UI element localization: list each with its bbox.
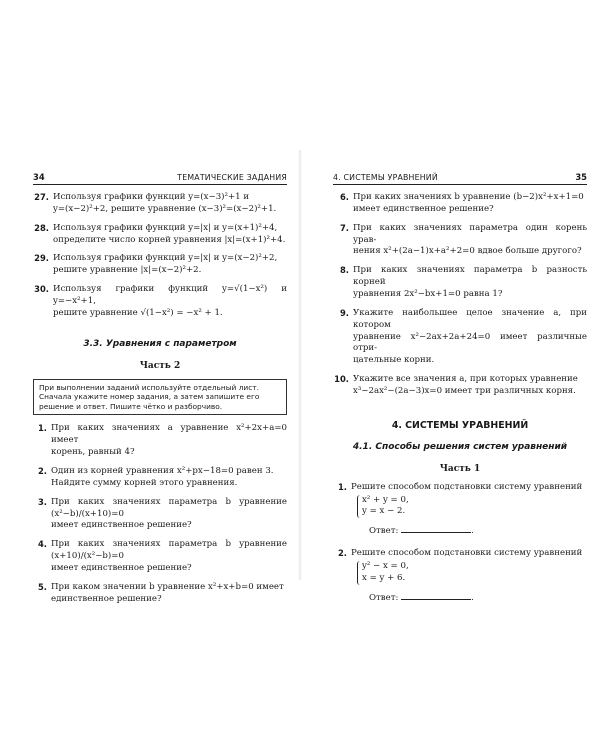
- page-number: 35: [575, 172, 587, 182]
- problem-text: определите число корней уравнения |x|=(x+1)²+4.: [53, 234, 286, 245]
- problem-5: [33, 582, 287, 606]
- problem-text: При каких значениях параметра один корень урав-: [353, 222, 587, 245]
- problem-text: y=(x−2)²+2, решите уравнение (x−3)²=(x−2)²+1.: [53, 203, 277, 214]
- problem-2: [33, 466, 287, 490]
- problem-text: уравнение x²−2ax+2a+24=0 имеет различные отри-: [353, 331, 587, 354]
- problem-text: решите уравнение √(1−x²) = −x² + 1.: [53, 307, 223, 318]
- problem-text: решите уравнение |x|=(x−2)²+2.: [53, 265, 202, 276]
- instructions-box: При выполнении заданий используйте отдельный лист. Сначала укажите номер задания, а затем запишите его решение и ответ. Пишите чётко и разборчиво.: [33, 379, 287, 416]
- problem-4: [33, 539, 287, 575]
- system-equation: x² + y = 0,: [362, 494, 409, 505]
- problem-text: уравнения 2x²−bx+1=0 равна 1?: [353, 289, 503, 300]
- problem-28: [33, 223, 287, 247]
- problem-number: 8.: [339, 265, 349, 276]
- answer-line: Ответ: .: [369, 592, 474, 603]
- problem-number: 2.: [337, 548, 347, 559]
- problem-number: 28.: [34, 222, 49, 233]
- answer-line: Ответ: .: [369, 526, 474, 537]
- problem-1: [33, 423, 287, 459]
- problem-text: имеет единственное решение?: [51, 520, 192, 531]
- answer-blank[interactable]: [401, 591, 471, 600]
- problem-3: [33, 497, 287, 533]
- page-number: 34: [33, 172, 45, 182]
- problem-text: x³−2ax²−(2a−3)x=0 имеет три различных корня.: [353, 386, 576, 397]
- problem-number: 9.: [339, 307, 349, 318]
- problem-27: [33, 192, 287, 216]
- problem-text: Используя графики функций y=|x| и y=(x+1)²+4,: [53, 222, 278, 233]
- running-title: ТЕМАТИЧЕСКИЕ ЗАДАНИЯ: [177, 173, 287, 182]
- problem-9: [333, 308, 587, 367]
- problem-text: имеет единственное решение?: [51, 563, 192, 574]
- right-page: [333, 172, 587, 612]
- running-title: 4. СИСТЕМЫ УРАВНЕНИЙ: [333, 173, 438, 182]
- problem-text: Укажите все значения a, при которых уравнение: [353, 374, 578, 385]
- problem-30: [33, 284, 287, 320]
- answer-blank[interactable]: [401, 524, 471, 533]
- problem-text: При каких значениях b уравнение (b−2)x²+x+1=0: [353, 192, 584, 202]
- problem-number: 30.: [34, 284, 49, 295]
- problem-text: При каких значениях a уравнение x²+2x+a=0 имеет: [51, 423, 287, 446]
- problem-10: [333, 374, 587, 398]
- problem-text: имеет единственное решение?: [353, 203, 494, 214]
- equation-system: [357, 495, 587, 519]
- answer-label: Ответ:: [369, 592, 399, 603]
- problem-29: [33, 253, 287, 277]
- problem-number: 1.: [37, 423, 47, 434]
- problem-text: Укажите наибольшее целое значение a, при котором: [353, 307, 587, 330]
- problem-text: При каких значениях параметра b уравнение (x+10)/(x²−b)=0: [51, 539, 287, 562]
- system-equation: x = y + 6.: [362, 572, 406, 583]
- problem-7: [333, 223, 587, 259]
- section-title: 4.1. Способы решения систем уравнений: [352, 441, 568, 452]
- chapter-title: 4. СИСТЕМЫ УРАВНЕНИЙ: [391, 419, 529, 431]
- system-problem-1: [333, 482, 587, 538]
- problem-text: При каких значениях параметра b разность корней: [353, 265, 587, 288]
- problem-text: Найдите сумму корней этого уравнения.: [51, 477, 238, 488]
- book-gutter: [298, 150, 302, 580]
- right-running-head: [333, 172, 587, 185]
- system-problem-2: [333, 548, 587, 604]
- system-equation: y² − x = 0,: [362, 560, 409, 571]
- problem-text: нения x²+(2a−1)x+a²+2=0 вдвое больше другого?: [353, 246, 582, 257]
- section-title: 3.3. Уравнения с параметром: [83, 338, 237, 349]
- system-equation: y = x − 2.: [362, 506, 406, 517]
- problem-number: 6.: [339, 192, 349, 202]
- problem-number: 7.: [339, 222, 349, 233]
- problem-text: корень, равный 4?: [51, 447, 135, 458]
- problem-text: Решите способом подстановки систему уравнений: [351, 548, 583, 559]
- problem-text: цательные корни.: [353, 355, 435, 366]
- problem-number: 3.: [37, 496, 47, 507]
- problem-text: При каком значении b уравнение x²+x+b=0 имеет: [51, 581, 284, 592]
- answer-label: Ответ:: [369, 526, 399, 537]
- left-running-head: [33, 172, 287, 185]
- part-title: Часть 1: [439, 464, 481, 475]
- problem-text: Решите способом подстановки систему уравнений: [351, 481, 583, 492]
- problem-number: 2.: [37, 466, 47, 476]
- problem-number: 10.: [334, 374, 349, 385]
- problem-text: Используя графики функций y=(x−3)²+1 и: [53, 192, 250, 202]
- problem-text: Используя графики функций y=|x| и y=(x−2)²+2,: [53, 253, 278, 264]
- problem-text: Один из корней уравнения x²+px−18=0 равен 3.: [51, 466, 274, 476]
- problem-number: 27.: [34, 192, 49, 202]
- problem-text: единственное решение?: [51, 593, 162, 604]
- problem-8: [333, 265, 587, 301]
- left-page: [33, 172, 287, 613]
- problem-number: 4.: [37, 539, 47, 550]
- problem-6: [333, 192, 587, 216]
- part-title: Часть 2: [139, 361, 181, 372]
- equation-system: [357, 561, 587, 585]
- problem-text: Используя графики функций y=√(1−x²) и y=−x²+1,: [53, 284, 287, 307]
- problem-text: При каких значениях параметра b уравнение (x²−b)/(x+10)=0: [51, 496, 287, 519]
- problem-number: 5.: [37, 581, 47, 592]
- problem-number: 29.: [34, 253, 49, 264]
- problem-number: 1.: [337, 481, 347, 492]
